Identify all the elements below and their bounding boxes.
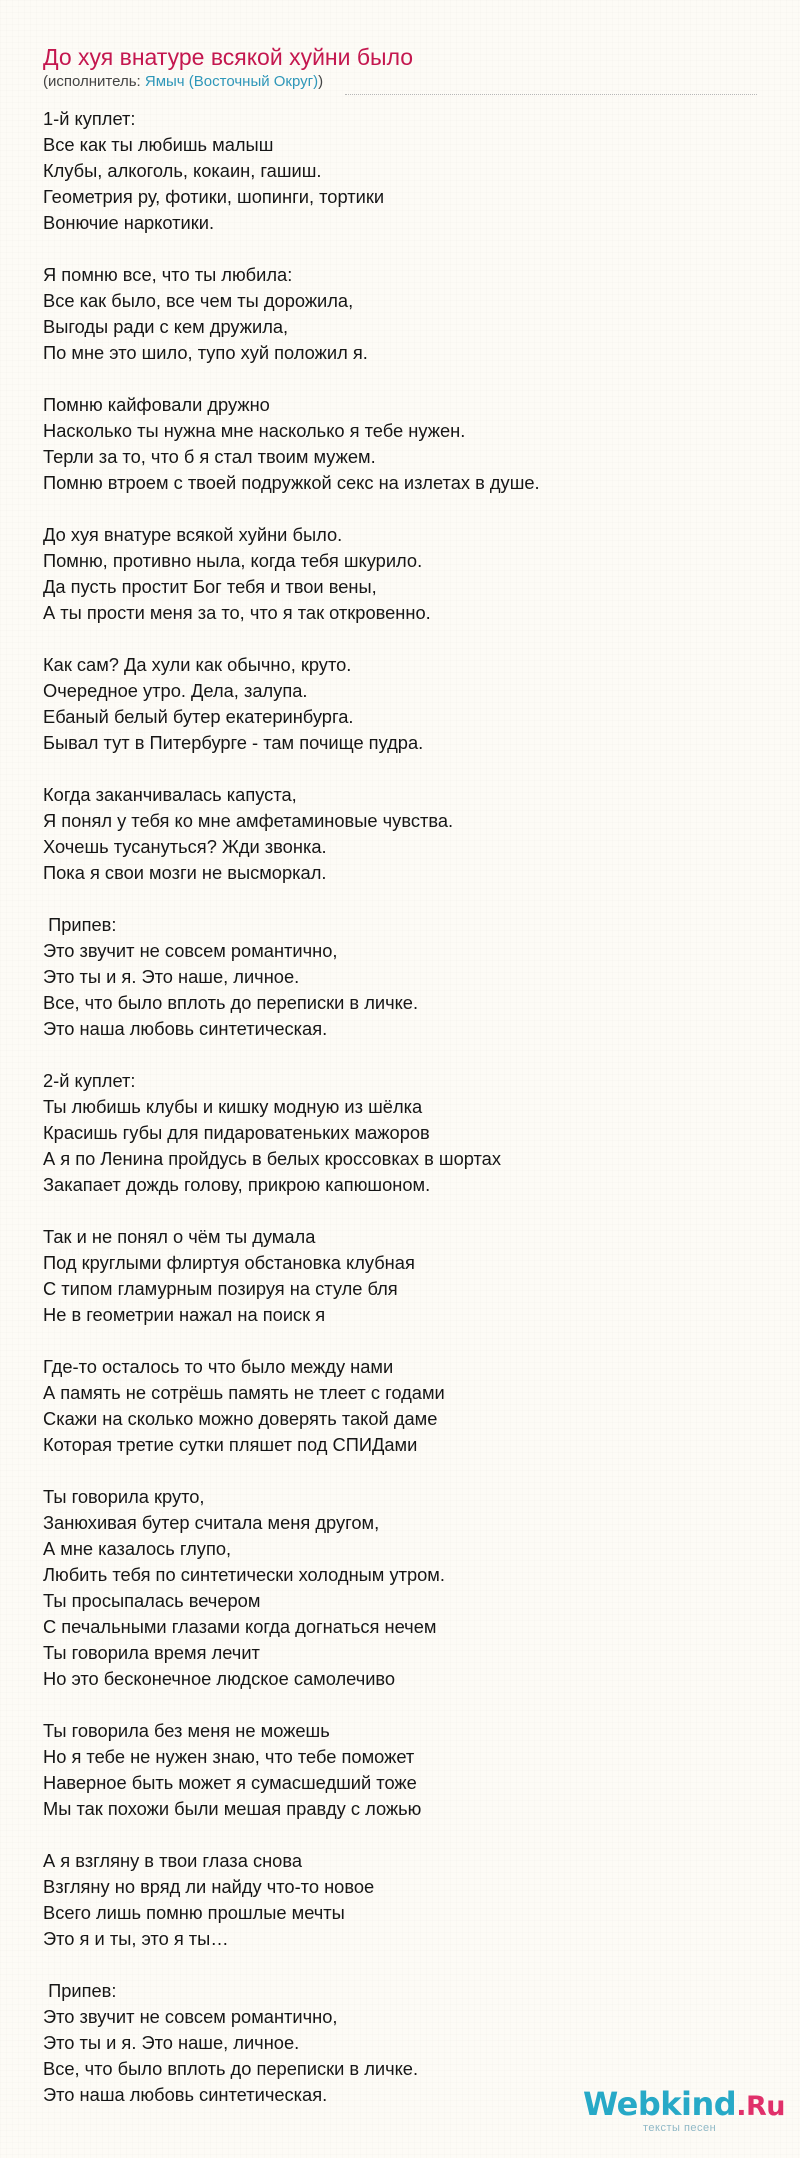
logo-main-text: Webkind (583, 2085, 737, 2123)
dotted-divider (345, 94, 757, 95)
logo-suffix-text: .Ru (736, 2091, 785, 2122)
webkind-logo[interactable] (583, 2085, 785, 2135)
artist-line (43, 72, 323, 92)
artist-prefix: (исполнитель: (43, 73, 145, 90)
artist-link[interactable]: Ямыч (Восточный Округ) (144, 73, 319, 90)
logo-wordmark (583, 2085, 785, 2126)
lyrics-text: 1-й куплет: Все как ты любишь малыш Клубы, алкоголь, кокаин, гашиш. Геометрия ру, фотики, шопинги, тортики Вонючие наркотики. Я помню все, что ты любила: Все как было, все чем ты дорожила, Выгоды ради с кем дружила, По мне это шило, тупо хуй положил я. Помню кайфовали дружно Насколько ты нужна мне насколько я тебе нужен. Терли за то, что б я стал твоим мужем. Помню втроем с твоей подружкой секс на излетах в душе. До хуя внатуре всякой хуйни было. Помню, противно ныла, когда тебя шкурило. Да пусть простит Бог тебя и твои вены, А ты прости меня за то, что я так откровенно. Как сам? Да хули как обычно, круто. Очередное утро. Дела, залупа. Ебаный белый бутер екатеринбурга. Бывал тут в Питербурге - там почище пудра. Когда заканчивалась капуста, Я понял у тебя ко мне амфетаминовые чувства. Хочешь тусануться? Жди звонка. Пока я свои мозги не высморкал. Припев: Это звучит не совсем романтично, Это ты и я. Это наше, личное. Все, что было вплоть до переписки в личке. Это наша любовь синтетическая. 2-й куплет: Ты любишь клубы и кишку модную из шёлка Красишь губы для пидароватеньких мажоров А я по Ленина пройдусь в белых кроссовках в шортах Закапает дождь голову, прикрою капюшоном. Так и не понял о чём ты думала Под круглыми флиртуя обстановка клубная С типом гламурным позируя на стуле бля Не в геометрии нажал на поиск я Где-то осталось то что было между нами А память не сотрёшь память не тлеет с годами Скажи на сколько можно доверять такой даме Которая третие сутки пляшет под СПИДами Ты говорила круто, Занюхивая бутер считала меня другом, А мне казалось глупо, Любить тебя по синтетически холодным утром. Ты просыпалась вечером С печальными глазами когда догнаться нечем Ты говорила время лечит Но это бесконечное людское самолечиво Ты говорила без меня не можешь Но я тебе не нужен знаю, что тебе поможет Наверное быть может я сумасшедший тоже Мы так похожи были мешая правду с ложью А я взгляну в твои глаза снова Взгляну но вряд ли найду что-то новое Всего лишь помню прошлые мечты Это я и ты, это я ты… Припев: Это звучит не совсем романтично, Это ты и я. Это наше, личное. Все, что было вплоть до переписки в личке. Это наша любовь синтетическая. (43, 108, 540, 2105)
logo-tagline: тексты песен (643, 2122, 717, 2134)
artist-suffix: ) (318, 73, 324, 90)
song-title: До хуя внатуре всякой хуйни было (43, 44, 414, 70)
